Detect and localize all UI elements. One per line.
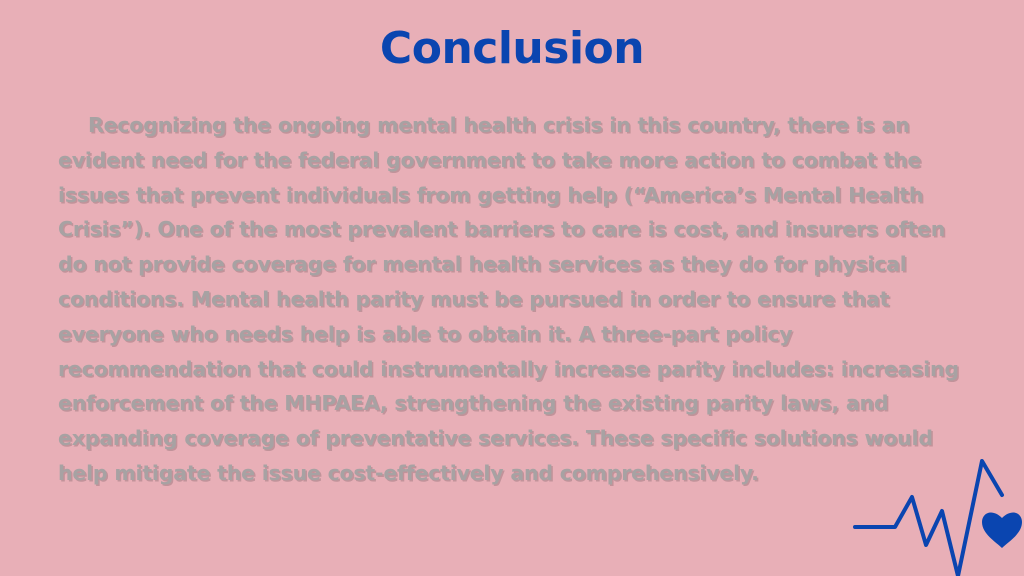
slide-title: Conclusion bbox=[379, 23, 645, 74]
heartbeat-line bbox=[855, 461, 1002, 576]
heart-icon bbox=[982, 512, 1022, 548]
conclusion-paragraph: Recognizing the ongoing mental health crisis in this country, there is an evident need for the federal government to take more action to combat the issues that prevent individuals from getting help (“America’s Mental Health Crisis”). One of the most prevalent barriers to care is cost, and insurers often do not provide coverage for mental health services as they do for physical conditions. Mental health parity must be pursued in order to ensure that everyone who needs help is able to obtain it. A three-part policy recommendation that could instrumentally increase parity includes: increasing enforcement of the MHPAEA, strengthening the existing parity laws, and expanding coverage of preventative services. These specific solutions would help mitigate the issue cost-effectively and comprehensively. bbox=[58, 113, 959, 485]
heartbeat-heart-icon bbox=[850, 455, 1024, 576]
